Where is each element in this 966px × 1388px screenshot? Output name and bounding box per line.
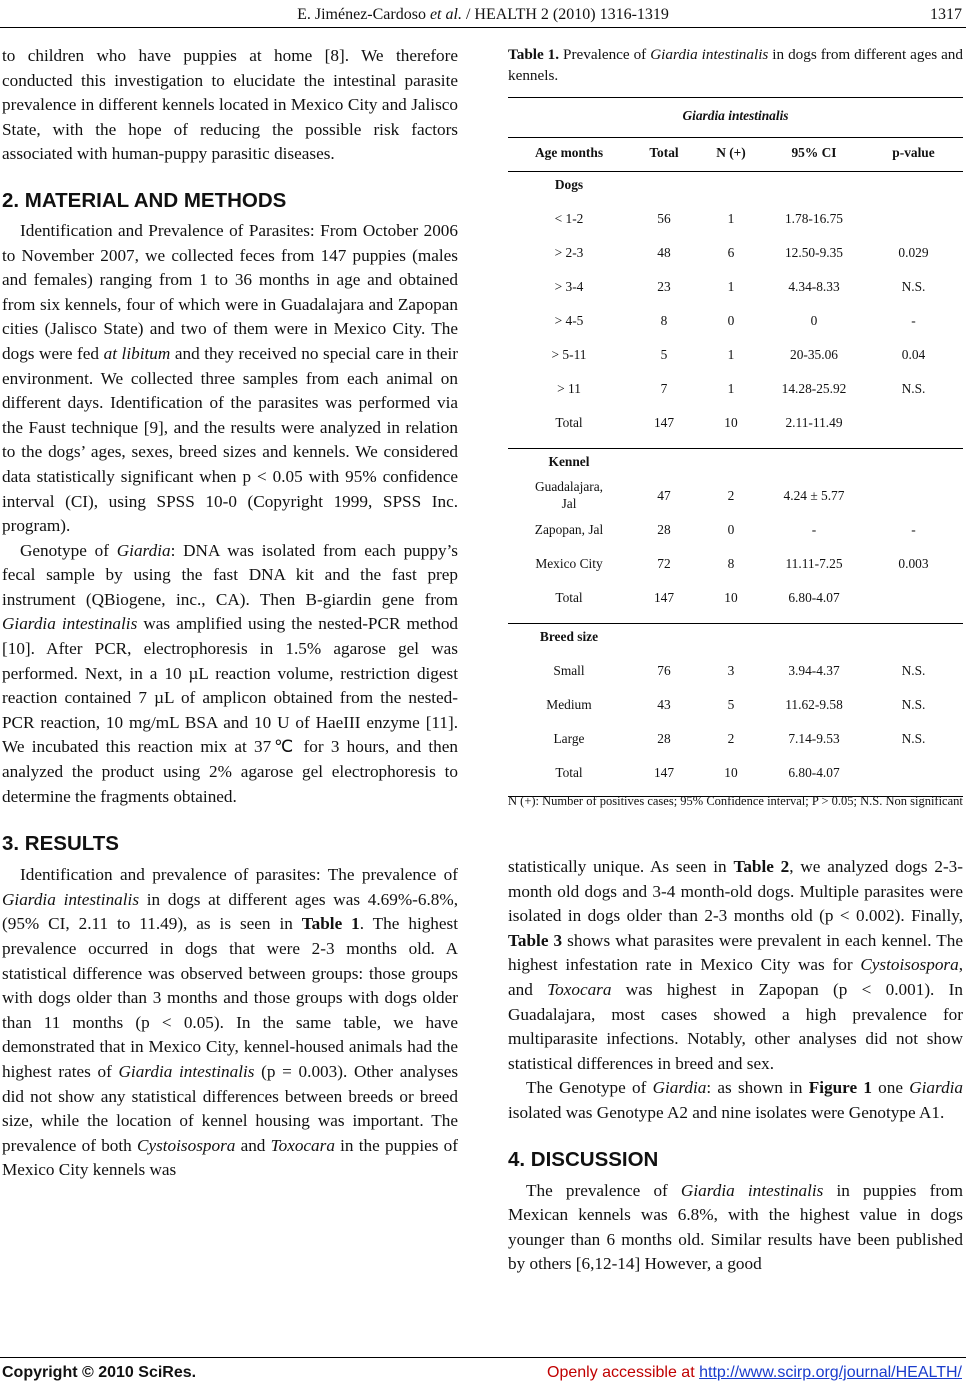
table-cell: N.S. [901, 663, 926, 678]
table-cell: 8 [660, 313, 668, 328]
table-cell: 2 [727, 731, 735, 746]
table-cell: 147 [653, 590, 675, 605]
table-cell: 8 [727, 556, 735, 571]
table-cell: 4.34-8.33 [788, 279, 840, 294]
table-cell: 11.11-7.25 [785, 556, 843, 571]
table-cell: 23 [657, 279, 671, 294]
table-cell: Total [555, 590, 583, 605]
table-cell: 6.80-4.07 [788, 765, 840, 780]
table-cell: > 2-3 [554, 245, 584, 260]
discussion-heading: 4. DISCUSSION [508, 1147, 659, 1171]
table-cell: > 5-11 [551, 347, 587, 362]
table-cell: 5 [660, 347, 668, 362]
col-header-total: Total [649, 145, 679, 160]
table-cell: 14.28-25.92 [781, 381, 847, 396]
left-column [2, 44, 458, 1183]
table-cell: 147 [653, 765, 675, 780]
methods-paragraph-2: Genotype of Giardia: DNA was isolated from each puppy’s fecal sample by using the fast DNA kit and the fast prep instrument (QBiogene, inc., CA). Then B-giardin gene from Giardia intestinalis was amplified using the nested-PCR method [10]. After PCR, electrophoresis in 1.5% agarose gel was performed. Next, in a 10 µL reaction volume, restriction digest reaction contained 7 µL of amplicon obtained from the nested-PCR reaction, 10 mg/mL BSA and 10 U of HaeIII enzyme [11]. We incubated this reaction mix at 37℃ for 3 hours, and then analyzed the product using 2% agarose gel electrophoresis to determine the fragments obtained. [2, 540, 459, 806]
table-cell: 20-35.06 [790, 347, 838, 362]
table-cell: 7 [660, 381, 668, 396]
table-cell: N.S. [901, 697, 926, 712]
table-cell: 76 [657, 663, 671, 678]
results-heading: 3. RESULTS [2, 832, 119, 856]
table-title: Giardia intestinalis [682, 108, 789, 123]
table-cell: N.S. [901, 279, 926, 294]
journal-link[interactable]: http://www.scirp.org/journal/HEALTH/ [699, 1364, 962, 1381]
col-header-ci: 95% CI [791, 145, 837, 160]
table-cell: 56 [657, 211, 671, 226]
table-cell: 5 [727, 697, 735, 712]
table-cell: 1 [727, 279, 735, 294]
results-paragraph: Identification and prevalence of parasites: The prevalence of Giardia intestinalis in dogs at different ages was 4.69%-6.8%, (95% CI, 2.11 to 11.49), as is seen in Table 1. The highest prevalence occurred in dogs that were 2-3 months old. A statistical difference was observed between groups: those groups with dogs older than 3 months and those groups with dogs older than 11 months (p < 0.05). In the same table, we have demonstrated that in Mexico City, kennel-housed animals had the highest rates of Giardia intestinalis (p = 0.003). Other analyses did not show any statistical differences between breeds or breed size, while the location of kennel housing was important. The prevalence of both Cystoisospora and Toxocara in the puppies of Mexico City kennels was [2, 865, 459, 1180]
table-cell: 1 [727, 347, 735, 362]
table-cell: 6 [727, 245, 735, 260]
table-cell: 11.62-9.58 [785, 697, 843, 712]
footer-rule [0, 1357, 966, 1358]
methods-heading: 2. MATERIAL AND METHODS [2, 188, 287, 212]
table-cell: 28 [657, 522, 671, 537]
table-cell: N.S. [901, 381, 926, 396]
table-cell: 147 [653, 415, 675, 430]
intro-paragraph: to children who have puppies at home [8]. We therefore conducted this investigation to elucidate the intestinal parasite prevalence in different kennels located in Mexico City and Jalisco State, with the hope of reducing the possible risk factors associated with human-puppy parasitic diseases. [2, 46, 458, 164]
table-cell: Total [555, 765, 583, 780]
col-header-positives: N (+) [716, 145, 746, 160]
table-cell: 7.14-9.53 [788, 731, 840, 746]
table-cell: 0 [727, 522, 735, 537]
section-label: Kennel [548, 454, 590, 469]
table-top-rule [508, 97, 963, 98]
table-cell: 3 [727, 663, 735, 678]
table-cell: 2 [727, 488, 735, 503]
genotype-paragraph: The Genotype of Giardia: as shown in Figure 1 one Giardia isolated was Genotype A2 and nine isolates were Genotype A1. [508, 1078, 964, 1122]
table-cell: N.S. [901, 731, 926, 746]
table-cell: 10 [724, 415, 738, 430]
methods-paragraph-1: Identification and Prevalence of Parasites: From October 2006 to November 2007, we collected feces from 147 puppies (males and females) ranging from 1 to 36 months in age and obtained from six kennels, four of which were in Guadalajara and Zapopan cities (Jalisco State) and two of them were in Mexico City. The dogs were fed at libitum and they received no special care in their environment. We collected three samples from each animal on different days. Identification of the parasites was performed via the Faust technique [9], and the results were analyzed in relation to the dogs’ ages, sexes, breed sizes and kennels. We considered data statistically significant when p < 0.05 with 95% confidence interval (CI), using SPSS 10-0 (Copyright 1999, SPSS Inc. program). [2, 220, 458, 536]
section-rule [508, 448, 963, 449]
page-footer [0, 1364, 966, 1386]
section-rule [508, 623, 963, 624]
table-cell: 43 [657, 697, 671, 712]
table-cell: > 4-5 [554, 313, 584, 328]
table-cell: 2.11-11.49 [785, 415, 843, 430]
table-cell: 47 [657, 488, 671, 503]
table-cell: Zapopan, Jal [534, 522, 604, 537]
open-access-note: Openly accessible at http://www.scirp.org/journal/HEALTH/ [547, 1364, 962, 1381]
table-cell: Total [555, 415, 583, 430]
table-cell: 10 [724, 590, 738, 605]
header-rule [0, 27, 966, 28]
table-title-rule [508, 137, 963, 138]
section-label: Dogs [554, 177, 584, 192]
results-continued-paragraph: statistically unique. As seen in Table 2, we analyzed dogs 2-3-month old dogs and 3-4 month-old dogs. Multiple parasites were isolated in dogs older than 2-3 months old (p < 0.002). Finally, Table 3 shows what parasites were prevalent in each kennel. The highest infestation rate in Mexico City was for Cystoisospora, and Toxocara was highest in Zapopan (p < 0.001). In Guadalajara, most cases showed a high prevalence for multiparasite infections. Notably, other analyses did not show statistical differences in breed and sex. [508, 857, 964, 1073]
table-caption: Table 1. Prevalence of Giardia intestinalis in dogs from different ages and kennels. [508, 46, 963, 84]
table-cell: 12.50-9.35 [784, 245, 844, 260]
col-header-pvalue: p-value [892, 145, 935, 160]
section-label: Breed size [539, 629, 599, 644]
table-cell: < 1-2 [554, 211, 584, 226]
table-cell: 6.80-4.07 [788, 590, 840, 605]
table-cell: 72 [657, 556, 671, 571]
table-cell: > 3-4 [554, 279, 584, 294]
table-cell: Guadalajara, Jal [534, 479, 604, 511]
running-head: E. Jiménez-Cardoso et al. / HEALTH 2 (2010) 1316-1319 [297, 6, 669, 23]
table-cell: 0 [810, 313, 818, 328]
table-cell: 10 [724, 765, 738, 780]
table-cell: 0 [727, 313, 735, 328]
page-number: 1317 [930, 6, 962, 23]
copyright: Copyright © 2010 SciRes. [2, 1364, 197, 1381]
table-cell: 3.94-4.37 [788, 663, 840, 678]
table-cell: 28 [657, 731, 671, 746]
right-column [508, 855, 963, 1277]
table-cell: 1 [727, 381, 735, 396]
table-cell: 0.003 [898, 556, 929, 571]
table-cell: - [911, 522, 916, 537]
table-cell: Small [553, 663, 585, 678]
table-cell: 1.78-16.75 [784, 211, 844, 226]
table-cell: > 11 [557, 381, 581, 396]
discussion-paragraph: The prevalence of Giardia intestinalis in puppies from Mexican kennels was 6.8%, with the highest value in dogs younger than 6 months old. Similar results have been published by others [6,12-14] However, a good [508, 1180, 964, 1274]
table-cell: 4.24 ± 5.77 [783, 488, 845, 503]
table-cell: Large [553, 731, 585, 746]
running-header [0, 6, 966, 26]
table-cell: - [911, 313, 916, 328]
table-footnote: N (+): Number of positives cases; 95% Confidence interval; P > 0.05; N.S. Non significant [508, 794, 963, 808]
table-cell: - [811, 522, 817, 537]
table-cell: Mexico City [535, 556, 603, 571]
table-cell: 0.04 [901, 347, 926, 362]
col-header-age: Age months [534, 145, 604, 160]
table-cell: Medium [546, 697, 592, 712]
table-cell: 48 [657, 245, 671, 260]
table-header-rule [508, 171, 963, 172]
table-cell: 1 [727, 211, 735, 226]
table-cell: 0.029 [898, 245, 929, 260]
